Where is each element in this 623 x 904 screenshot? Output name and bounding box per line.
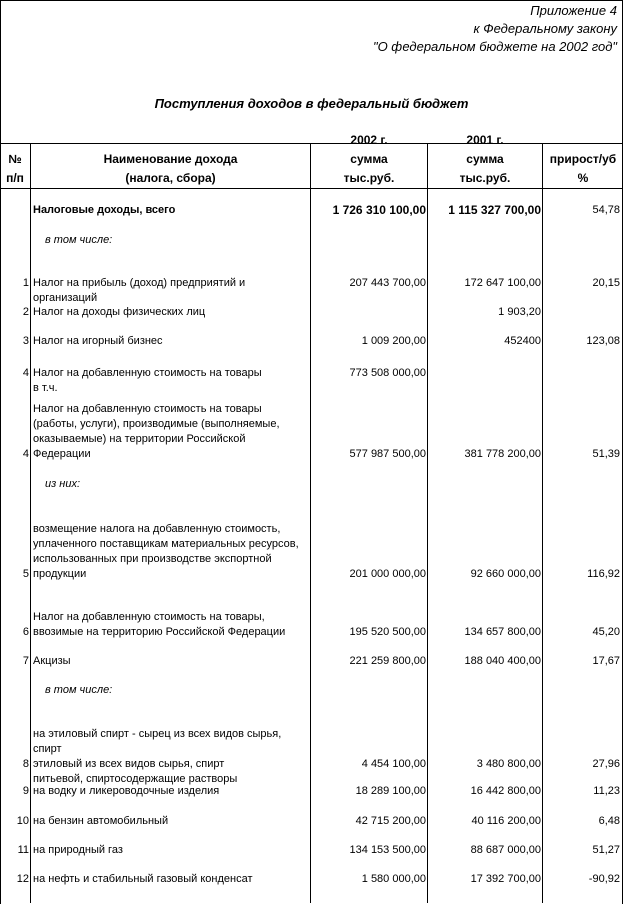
income-name-line: Налог на доходы физических лиц [33, 306, 206, 318]
row-number: 2 [22, 306, 29, 318]
row-number: 12 [16, 873, 29, 885]
growth-percent: 11,23 [593, 785, 620, 797]
income-name [33, 366, 311, 396]
income-name-line: (работы, услуги), производимые (выполняемые, [33, 418, 280, 430]
income-name [33, 305, 311, 320]
header-num: № п/п [6, 152, 24, 185]
value-2002: 773 508 000,00 [349, 367, 426, 379]
income-name-line: в том числе: [45, 234, 113, 246]
income-name-line: из них: [45, 478, 81, 490]
value-2002: 18 289 100,00 [355, 785, 426, 797]
appendix-law: к Федеральному закону [473, 21, 617, 36]
income-name-line: возмещение налога на добавленную стоимость, [33, 523, 281, 535]
row-number: 5 [22, 568, 29, 580]
value-2002: 1 009 200,00 [361, 335, 426, 347]
growth-percent: 54,78 [592, 204, 620, 216]
value-2002: 1 726 310 100,00 [332, 203, 426, 217]
growth-percent: 6,48 [598, 815, 620, 827]
row-number: 7 [22, 655, 29, 667]
header-growth: прирост/уб % [549, 152, 617, 185]
income-name-line: в т.ч. [33, 382, 58, 394]
income-name-line: питьевой, спиртосодержащие растворы [33, 773, 238, 785]
value-2001: 172 647 100,00 [464, 277, 541, 289]
appendix-law-title: "О федеральном бюджете на 2002 год" [372, 39, 617, 54]
header-name: Наименование дохода (налога, сбора) [103, 152, 238, 185]
growth-percent: 51,39 [592, 448, 620, 460]
income-name-line: в том числе: [45, 684, 113, 696]
header-bottom-rule [0, 188, 623, 189]
row-number: 8 [22, 758, 29, 770]
income-name [33, 683, 323, 698]
growth-percent: 123,08 [586, 335, 620, 347]
income-name [33, 654, 311, 669]
income-name [33, 843, 311, 858]
row-number: 1 [22, 277, 29, 289]
document-title: Поступления доходов в федеральный бюджет [154, 96, 469, 111]
income-name-line: оказываемые) на территории Российской [33, 433, 246, 445]
value-2002: 577 987 500,00 [349, 448, 426, 460]
row-number: 9 [22, 785, 29, 797]
value-2001: 188 040 400,00 [464, 655, 541, 667]
income-name-line: ввозимые на территорию Российской Федерации [33, 626, 286, 638]
income-name-line: Налоговые доходы, всего [33, 204, 176, 216]
income-name-line: использованных при производстве экспортной [33, 553, 272, 565]
header-2002: 2002 г. сумма тыс.руб. [343, 133, 395, 185]
value-2002: 207 443 700,00 [349, 277, 426, 289]
value-2001: 452400 [504, 335, 541, 347]
value-2001: 1 115 327 700,00 [448, 203, 541, 217]
value-2001: 16 442 800,00 [470, 785, 541, 797]
income-name-line: Налог на добавленную стоимость на товары, [33, 611, 265, 623]
value-2001: 17 392 700,00 [470, 873, 541, 885]
value-2002: 42 715 200,00 [355, 815, 426, 827]
row-number: 11 [17, 844, 29, 856]
income-name [33, 784, 311, 799]
row-number: 10 [16, 815, 29, 827]
value-2001: 40 116 200,00 [471, 815, 541, 827]
income-name-line: Акцизы [33, 655, 71, 667]
column-line [30, 143, 31, 903]
income-name [33, 477, 323, 492]
income-name-line: Налог на прибыль (доход) предприятий и организаций [33, 277, 246, 304]
appendix-number: Приложение 4 [530, 3, 617, 18]
value-2002: 195 520 500,00 [349, 626, 426, 638]
growth-percent: 17,67 [592, 655, 620, 667]
value-2002: 201 000 000,00 [349, 568, 426, 580]
income-name [33, 233, 323, 248]
value-2002: 4 454 100,00 [361, 758, 426, 770]
row-number: 4 [22, 448, 29, 460]
row-number: 3 [22, 335, 29, 347]
value-2002: 134 153 500,00 [349, 844, 426, 856]
income-name-line: уплаченного поставщикам материальных ресурсов, [33, 538, 299, 550]
income-name [33, 814, 311, 829]
income-name-line: этиловый из всех видов сырья, спирт [33, 758, 225, 770]
income-name-line: Налог на добавленную стоимость на товары [33, 403, 262, 415]
income-name [33, 727, 311, 787]
value-2001: 3 480 800,00 [476, 758, 541, 770]
income-name-line: Налог на игорный бизнес [33, 335, 163, 347]
growth-percent: 51,27 [592, 844, 620, 856]
growth-percent: 20,15 [592, 277, 620, 289]
growth-percent: -90,92 [588, 873, 620, 885]
income-name-line: на этиловый спирт - сырец из всех видов сырья, спирт [33, 728, 282, 755]
income-name [33, 276, 311, 306]
row-number: 4 [22, 367, 29, 379]
income-name-line: на природный газ [33, 844, 123, 856]
growth-percent: 45,20 [592, 626, 620, 638]
income-name [33, 610, 311, 640]
growth-percent: 27,96 [592, 758, 620, 770]
value-2001: 88 687 000,00 [470, 844, 541, 856]
income-name [33, 334, 311, 349]
value-2001: 381 778 200,00 [464, 448, 541, 460]
income-name [33, 872, 311, 887]
income-name-line: на водку и ликероводочные изделия [33, 785, 220, 797]
value-2001: 92 660 000,00 [470, 568, 541, 580]
value-2001: 134 657 800,00 [464, 626, 541, 638]
income-name [33, 402, 311, 462]
row-number: 6 [22, 626, 29, 638]
header-2001: 2001 г. сумма тыс.руб. [459, 133, 511, 185]
income-name-line: на нефть и стабильный газовый конденсат [33, 873, 253, 885]
value-2001: 1 903,20 [498, 306, 541, 318]
income-name-line: продукции [33, 568, 87, 580]
income-name [33, 522, 311, 582]
income-name [33, 203, 311, 218]
income-name-line: Федерации [33, 448, 91, 460]
income-name-line: Налог на добавленную стоимость на товары [33, 367, 262, 379]
value-2002: 1 580 000,00 [361, 873, 426, 885]
income-name-line: на бензин автомобильный [33, 815, 169, 827]
growth-percent: 116,92 [587, 568, 620, 580]
value-2002: 221 259 800,00 [349, 655, 426, 667]
